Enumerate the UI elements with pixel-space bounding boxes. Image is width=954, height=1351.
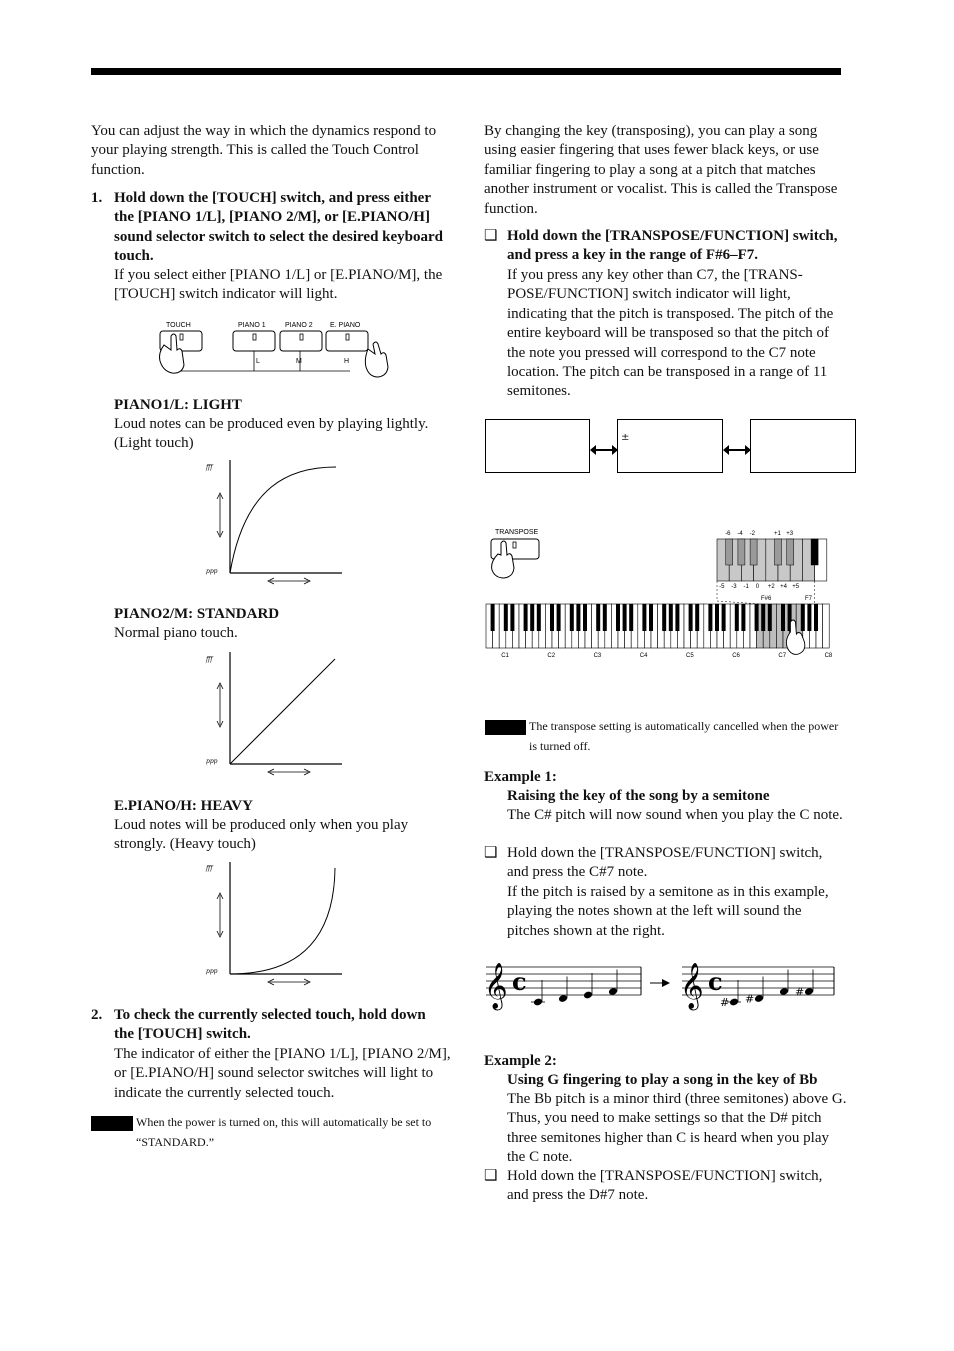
heavy-touch-curve — [200, 858, 350, 993]
black-key — [781, 604, 785, 631]
double-arrow-icon — [723, 444, 751, 456]
treble-clef-icon: 𝄞 — [484, 963, 508, 1009]
zoomed-keyboard — [715, 527, 827, 612]
svg-text:fff: fff — [206, 464, 213, 471]
semitone-label: -5 — [719, 584, 725, 590]
black-key — [583, 604, 587, 631]
black-key — [530, 604, 534, 631]
example1-step: Hold down the [TRANSPOSE/FUNCTION] switch, and press the C#7 note. — [507, 845, 823, 881]
standard-body: Normal piano touch. — [114, 625, 238, 641]
bullet-icon: ❑ — [484, 228, 498, 244]
black-key — [616, 604, 620, 631]
double-arrow-icon — [590, 444, 618, 456]
example2-title: Using G fingering to play a song in the key of Bb — [507, 1072, 818, 1088]
example1-label: Example 1: — [484, 769, 557, 785]
black-key — [750, 539, 757, 565]
touch-intro: You can adjust the way in which the dynamics respond to your playing strength. This is called the Touch Control function. — [91, 123, 437, 178]
touch-switch-label: TOUCH — [166, 322, 191, 329]
black-key — [814, 604, 818, 631]
step2-body: The indicator of either the [PIANO 1/L], [PIANO 2/M], or [E.PIANO/H] sound selector switches will light to indicate the currently selected touch. — [114, 1046, 451, 1101]
octave-label: C3 — [593, 653, 602, 659]
transpose-note: The transpose setting is automatically cancelled when the power is turned off. — [529, 719, 839, 753]
octave-label: C2 — [547, 653, 556, 659]
step1-body: If you select either [PIANO 1/L] or [E.PIANO/M], the [TOUCH] switch indicator will light. — [114, 267, 443, 303]
example2-body: The Bb pitch is a minor third (three semitones) above G. Thus, you need to make settings so that the D# pitch three semitones higher than C is heard when you play the C note. — [507, 1091, 847, 1166]
semitone-label: 0 — [755, 584, 760, 590]
svg-text:L: L — [256, 358, 260, 365]
light-body: Loud notes can be produced even by playing lightly. (Light touch) — [114, 416, 429, 452]
svg-text:M: M — [296, 358, 302, 365]
standard-touch-curve — [200, 647, 350, 782]
black-key — [550, 604, 554, 631]
header-rule — [91, 68, 841, 75]
example2-label: Example 2: — [484, 1053, 557, 1069]
range-end-label: F7 — [805, 596, 813, 602]
transpose-intro: By changing the key (transposing), you can play a song using easier fingering that uses fewer black keys, or use familiar fingering to play a song at a pitch that matches another instrument or vocalist. This is called the Transpose function. — [484, 123, 838, 217]
music-notation-example — [486, 955, 838, 1017]
black-key — [761, 604, 765, 631]
black-key — [775, 539, 782, 565]
note-marker — [485, 720, 526, 735]
black-key — [735, 604, 739, 631]
black-key — [807, 604, 811, 631]
semitone-label: +2 — [767, 584, 775, 590]
bullet-icon: ❑ — [484, 1168, 498, 1184]
touch-note: When the power is turned on, this will automatically be set to “STANDARD.” — [136, 1115, 432, 1149]
sharp-sign: # — [795, 985, 805, 999]
semitone-label: -6 — [725, 531, 731, 537]
example1-body: The C# pitch will now sound when you play the C note. — [507, 807, 843, 823]
standard-title: PIANO2/M: STANDARD — [114, 606, 280, 622]
black-key — [557, 604, 561, 631]
transpose-step-body: If you press any key other than C7, the [TRANS-POSE/FUNCTION] switch indicator will light, indicating that the pitch is transposed. The pitch of the entire keyboard will be transposed so that the pitch of the note you pressed will correspond to the C7 note location. The pitch can be transposed in a range of 11 semitones. — [507, 267, 834, 400]
time-signature: c — [708, 967, 723, 996]
black-key — [642, 604, 646, 631]
step1-number: 1. — [91, 190, 103, 206]
semitone-label: -2 — [749, 531, 755, 537]
display-box-center — [617, 419, 723, 473]
light-touch-curve — [200, 455, 350, 590]
note-head — [583, 991, 593, 1000]
svg-text:ppp: ppp — [206, 568, 218, 575]
octave-label: C5 — [686, 653, 694, 659]
staff — [484, 963, 641, 1011]
black-key — [801, 604, 805, 631]
black-key — [755, 604, 759, 631]
octave-label: C6 — [732, 653, 740, 659]
black-key — [715, 604, 719, 631]
transpose-step-title: Hold down the [TRANSPOSE/FUNCTION] switch, and press a key in the range of F#6–F7. — [507, 228, 838, 264]
bullet-icon: ❑ — [484, 845, 498, 861]
piano1-label: PIANO 1 — [238, 322, 266, 329]
example1-step-body: If the pitch is raised by a semitone as in this example, playing the notes shown at the left will sound the pitches shown at the right. — [507, 884, 829, 939]
sharp-sign: # — [720, 996, 730, 1009]
semitone-label: -3 — [731, 584, 737, 590]
example2-step: Hold down the [TRANSPOSE/FUNCTION] switch, and press the D#7 note. — [507, 1168, 823, 1204]
plus-minus-symbol: ± — [621, 432, 630, 443]
arrow-icon — [662, 979, 670, 987]
semitone-label: +4 — [780, 584, 787, 590]
svg-text:ppp: ppp — [206, 968, 218, 975]
black-key — [524, 604, 528, 631]
semitone-label: +5 — [792, 584, 800, 590]
black-key — [510, 604, 514, 631]
octave-label: C7 — [778, 653, 787, 659]
black-key — [768, 604, 772, 631]
light-title: PIANO1/L: LIGHT — [114, 397, 242, 413]
black-key — [603, 604, 607, 631]
black-key — [504, 604, 508, 631]
black-key — [596, 604, 600, 631]
transpose-button-diagram — [486, 526, 546, 578]
transpose-label: TRANSPOSE — [495, 529, 539, 536]
semitone-label: -4 — [737, 531, 743, 537]
black-key — [570, 604, 574, 631]
black-key — [811, 539, 818, 565]
semitone-label: +3 — [786, 531, 794, 537]
range-start-label: F#6 — [761, 596, 772, 602]
staff — [680, 963, 834, 1011]
black-key — [787, 539, 794, 565]
black-key — [675, 604, 679, 631]
epiano-label: E. PIANO — [330, 322, 361, 329]
note-marker — [91, 1116, 133, 1131]
svg-text:H: H — [344, 358, 350, 365]
white-key — [823, 604, 830, 648]
black-key — [649, 604, 653, 631]
step2-title: To check the currently selected touch, hold down the [TOUCH] switch. — [114, 1007, 426, 1043]
black-key — [576, 604, 580, 631]
touch-panel-diagram — [150, 315, 390, 385]
time-signature: c — [512, 967, 527, 996]
black-key — [722, 604, 726, 631]
heavy-body: Loud notes will be produced only when you play strongly. (Heavy touch) — [114, 817, 409, 853]
svg-text:fff: fff — [206, 656, 213, 663]
black-key — [669, 604, 673, 631]
semitone-label: -1 — [743, 584, 749, 590]
treble-clef-icon: 𝄞 — [680, 963, 704, 1009]
heavy-title: E.PIANO/H: HEAVY — [114, 798, 253, 814]
step1-title: Hold down the [TOUCH] switch, and press either the [PIANO 1/L], [PIANO 2/M], or [E.PIANO/H] sound selector switch to select the desired keyboard touch. — [114, 190, 444, 265]
piano2-label: PIANO 2 — [285, 322, 313, 329]
black-key — [738, 539, 745, 565]
svg-text:ppp: ppp — [206, 758, 218, 765]
display-box-right — [750, 419, 856, 473]
semitone-label: +1 — [774, 531, 781, 537]
black-key — [623, 604, 627, 631]
black-key — [741, 604, 745, 631]
full-keyboard — [484, 604, 844, 672]
octave-label: C8 — [824, 653, 833, 659]
step2-number: 2. — [91, 1007, 103, 1023]
finger-pointer-icon — [365, 342, 388, 377]
display-box-left — [485, 419, 590, 473]
black-key — [491, 604, 495, 631]
svg-text:fff: fff — [206, 865, 213, 872]
black-key — [726, 539, 733, 565]
octave-label: C4 — [639, 653, 648, 659]
black-key — [537, 604, 541, 631]
sharp-sign: # — [745, 992, 755, 1006]
black-key — [662, 604, 666, 631]
black-key — [695, 604, 699, 631]
octave-label: C1 — [501, 653, 509, 659]
black-key — [689, 604, 693, 631]
black-key — [708, 604, 712, 631]
example1-title: Raising the key of the song by a semitone — [507, 788, 770, 804]
black-key — [629, 604, 633, 631]
